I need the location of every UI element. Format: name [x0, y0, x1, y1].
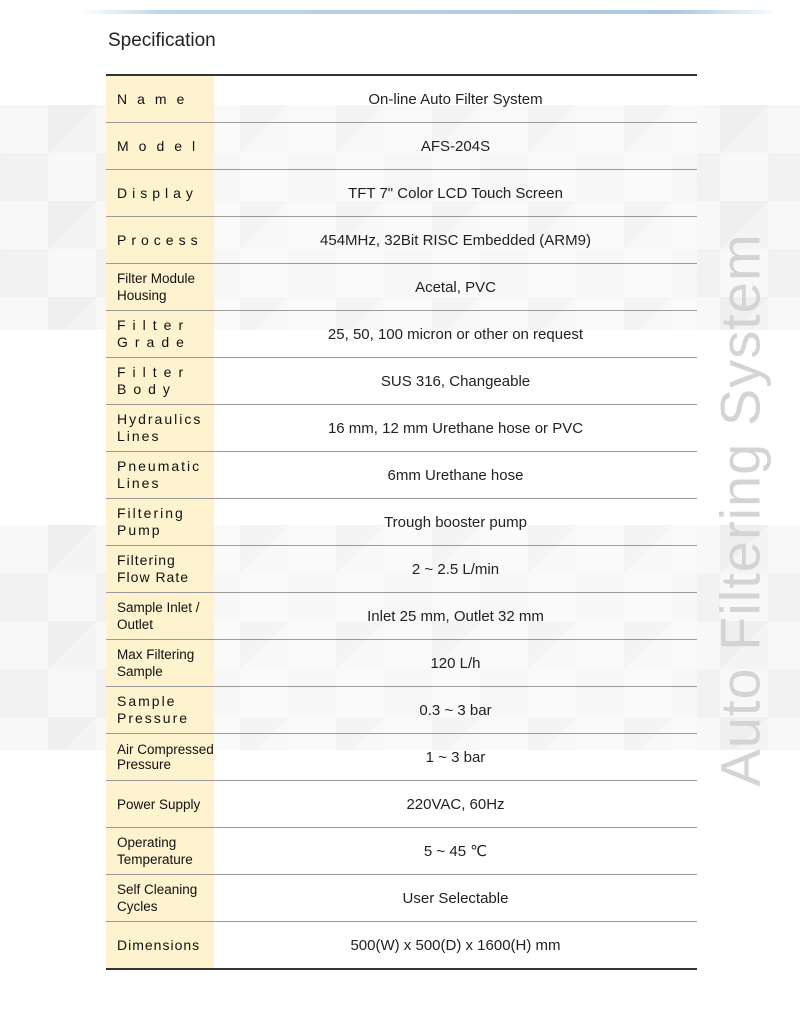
spec-row-filter-module-housing — [106, 264, 697, 311]
spec-value: Inlet 25 mm, Outlet 32 mm — [214, 593, 697, 640]
spec-row-sample-inlet-outlet — [106, 593, 697, 640]
spec-row-self-cleaning-cycles — [106, 875, 697, 922]
spec-value: Acetal, PVC — [214, 264, 697, 311]
spec-label: Filter Body — [106, 358, 214, 405]
spec-value: 0.3 ~ 3 bar — [214, 687, 697, 734]
spec-row-display — [106, 170, 697, 217]
spec-row-operating-temperature — [106, 828, 697, 875]
spec-value: 5 ~ 45 ℃ — [214, 828, 697, 875]
spec-label: Sample Inlet / Outlet — [106, 593, 214, 640]
spec-label: Pneumatic Lines — [106, 452, 214, 499]
spec-label: Self Cleaning Cycles — [106, 875, 214, 922]
spec-value: On-line Auto Filter System — [214, 75, 697, 123]
spec-row-filtering-pump — [106, 499, 697, 546]
spec-value: 120 L/h — [214, 640, 697, 687]
spec-label: Dimensions — [106, 922, 214, 970]
spec-label: Sample Pressure — [106, 687, 214, 734]
spec-label: Max Filtering Sample — [106, 640, 214, 687]
spec-row-filter-body — [106, 358, 697, 405]
spec-row-name — [106, 75, 697, 123]
spec-row-hydraulics-lines — [106, 405, 697, 452]
side-label: Auto Filtering System — [708, 233, 772, 787]
spec-label: Display — [106, 170, 214, 217]
spec-value: 16 mm, 12 mm Urethane hose or PVC — [214, 405, 697, 452]
spec-value: SUS 316, Changeable — [214, 358, 697, 405]
spec-label: Filter Grade — [106, 311, 214, 358]
spec-label: Filtering Pump — [106, 499, 214, 546]
spec-row-model — [106, 123, 697, 170]
spec-row-dimensions — [106, 922, 697, 970]
spec-label: Power Supply — [106, 781, 214, 828]
page-title: Specification — [108, 30, 216, 51]
spec-label: Name — [106, 75, 214, 123]
spec-value: 25, 50, 100 micron or other on request — [214, 311, 697, 358]
spec-row-power-supply — [106, 781, 697, 828]
spec-label: Filtering Flow Rate — [106, 546, 214, 593]
top-accent-rule — [80, 10, 780, 14]
spec-row-process — [106, 217, 697, 264]
spec-label: Filter Module Housing — [106, 264, 214, 311]
spec-value: 6mm Urethane hose — [214, 452, 697, 499]
spec-row-sample-pressure — [106, 687, 697, 734]
spec-label: Hydraulics Lines — [106, 405, 214, 452]
spec-row-filter-grade — [106, 311, 697, 358]
spec-label: Operating Temperature — [106, 828, 214, 875]
spec-value: 454MHz, 32Bit RISC Embedded (ARM9) — [214, 217, 697, 264]
spec-value: 1 ~ 3 bar — [214, 734, 697, 781]
spec-value: AFS-204S — [214, 123, 697, 170]
spec-value: User Selectable — [214, 875, 697, 922]
spec-label: Air Compressed Pressure — [106, 734, 214, 781]
spec-value: 500(W) x 500(D) x 1600(H) mm — [214, 922, 697, 970]
spec-value: TFT 7" Color LCD Touch Screen — [214, 170, 697, 217]
specification-table — [106, 74, 697, 970]
spec-row-filtering-flow-rate — [106, 546, 697, 593]
spec-row-max-filtering-sample — [106, 640, 697, 687]
spec-label: Process — [106, 217, 214, 264]
spec-row-pneumatic-lines — [106, 452, 697, 499]
spec-value: 220VAC, 60Hz — [214, 781, 697, 828]
spec-value: 2 ~ 2.5 L/min — [214, 546, 697, 593]
spec-value: Trough booster pump — [214, 499, 697, 546]
spec-row-air-compressed-pressure — [106, 734, 697, 781]
spec-label: Model — [106, 123, 214, 170]
